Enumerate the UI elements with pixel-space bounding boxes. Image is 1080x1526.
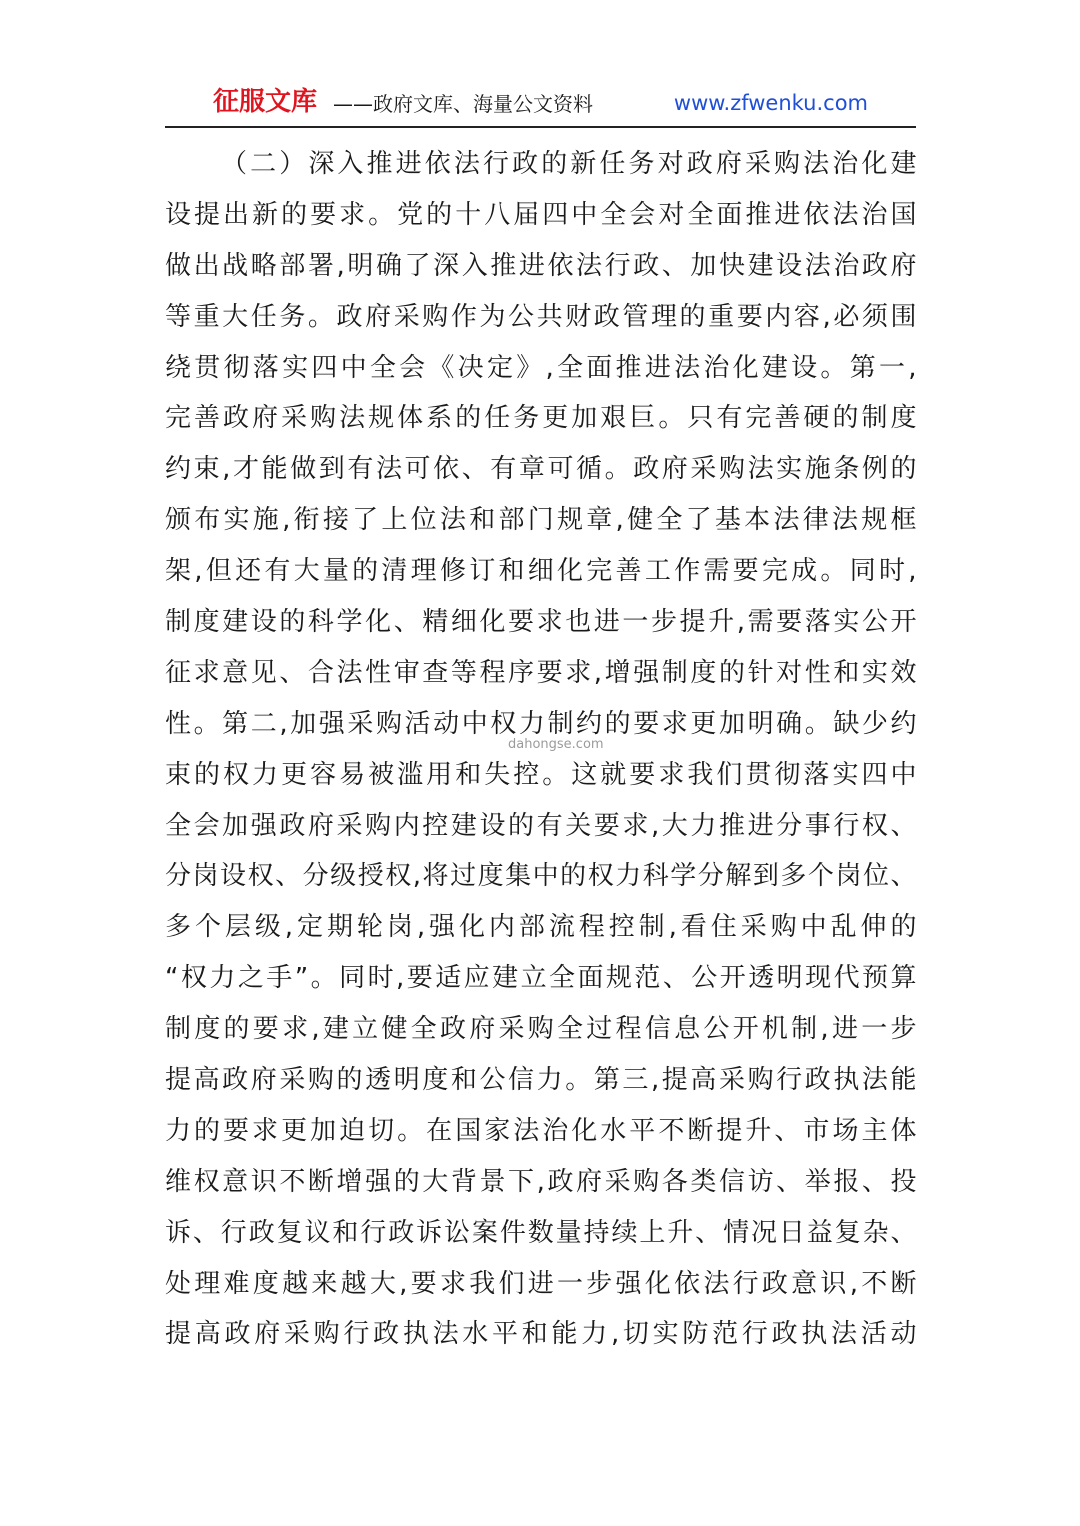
body-line: 等重大任务。政府采购作为公共财政管理的重要内容,必须围	[165, 301, 917, 332]
body-line: 性。第二,加强采购活动中权力制约的要求更加明确。缺少约	[165, 708, 917, 739]
body-line: 全会加强政府采购内控建设的有关要求,大力推进分事行权、	[165, 810, 917, 841]
body-line: 力的要求更加迫切。在国家法治化水平不断提升、市场主体	[165, 1115, 917, 1146]
body-line: 提高政府采购行政执法水平和能力,切实防范行政执法活动	[165, 1319, 917, 1350]
body-line: 颁布实施,衔接了上位法和部门规章,健全了基本法律法规框	[165, 505, 917, 536]
body-line: 制度建设的科学化、精细化要求也进一步提升,需要落实公开	[165, 607, 917, 638]
page-header	[165, 84, 916, 128]
body-line: 束的权力更容易被滥用和失控。这就要求我们贯彻落实四中	[165, 759, 917, 790]
body-line: 做出战略部署,明确了深入推进依法行政、加快建设法治政府	[165, 250, 917, 281]
body-line: 分岗设权、分级授权,将过度集中的权力科学分解到多个岗位、	[165, 861, 917, 892]
watermark-text: dahongse.com	[508, 737, 604, 752]
body-line: 制度的要求,建立健全政府采购全过程信息公开机制,进一步	[165, 1014, 917, 1045]
body-line: 维权意识不断增强的大背景下,政府采购各类信访、举报、投	[165, 1166, 917, 1197]
body-line: 架,但还有大量的清理修订和细化完善工作需要完成。同时,	[165, 556, 917, 587]
site-url-link[interactable]: www.zfwenku.com	[673, 91, 868, 115]
body-line: 设提出新的要求。党的十八届四中全会对全面推进依法治国	[165, 199, 917, 230]
brand-logo-text: 征服文库	[213, 87, 318, 117]
body-line: 提高政府采购的透明度和公信力。第三,提高采购行政执法能	[165, 1065, 917, 1096]
body-line: 处理难度越来越大,要求我们进一步强化依法行政意识,不断	[165, 1268, 917, 1299]
body-line: 征求意见、合法性审查等程序要求,增强制度的针对性和实效	[165, 657, 917, 688]
body-line: 多个层级,定期轮岗,强化内部流程控制,看住采购中乱伸的	[165, 912, 917, 943]
body-line: 约束,才能做到有法可依、有章可循。政府采购法实施条例的	[165, 454, 917, 485]
body-line: （二）深入推进依法行政的新任务对政府采购法治化建	[221, 149, 917, 179]
body-line: 完善政府采购法规体系的任务更加艰巨。只有完善硬的制度	[165, 403, 917, 434]
body-line: “权力之手”。同时,要适应建立全面规范、公开透明现代预算	[165, 963, 917, 994]
body-line: 诉、行政复议和行政诉讼案件数量持续上升、情况日益复杂、	[165, 1217, 917, 1248]
header-tagline: ——政府文库、海量公文资料	[333, 92, 593, 116]
body-line: 绕贯彻落实四中全会《决定》,全面推进法治化建设。第一,	[165, 352, 917, 383]
